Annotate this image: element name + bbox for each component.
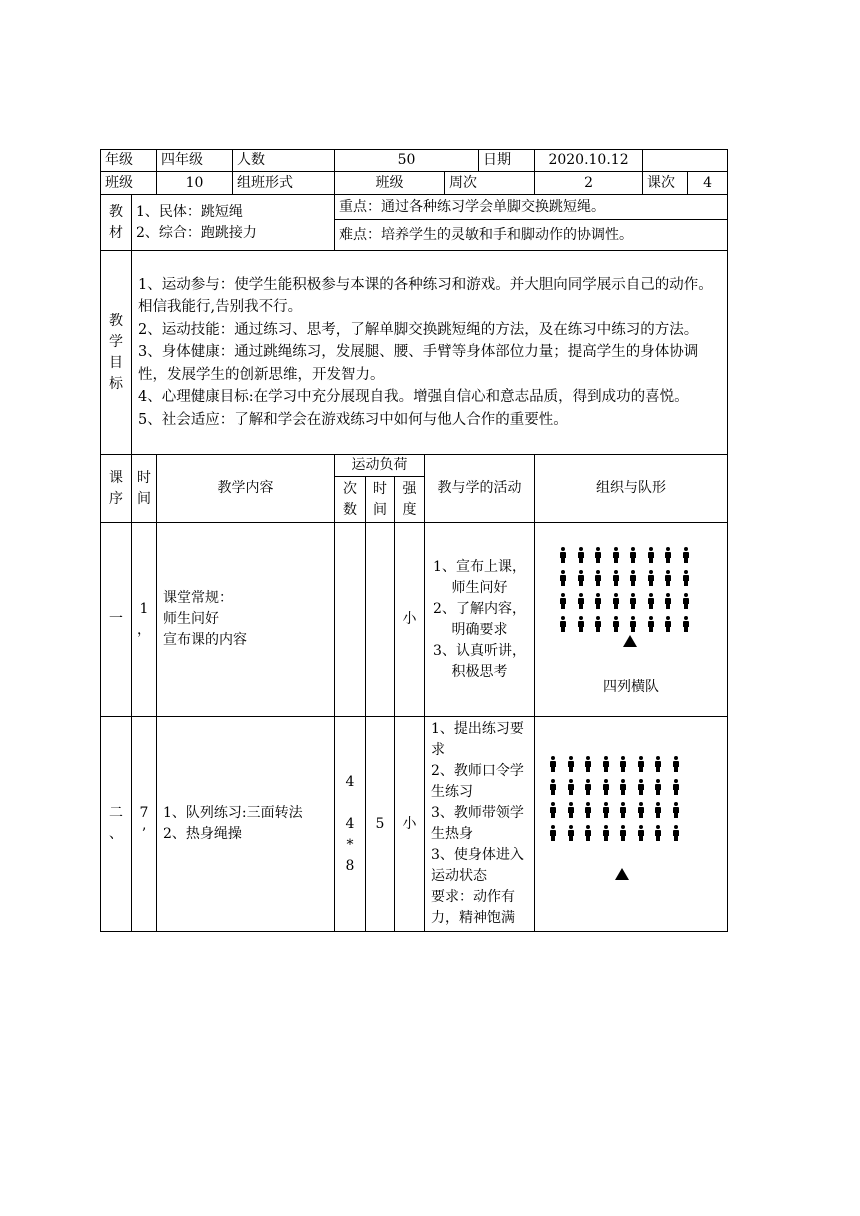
student-figure-icon [612,547,620,563]
lesson-row-2 [101,717,728,932]
row-time: 1 ， [132,523,157,717]
student-figure-icon [577,616,585,632]
info-row-1 [101,150,728,172]
student-figure-icon [629,616,637,632]
student-figure-icon [654,802,662,818]
material-label: 教 材 [101,195,132,251]
info-row-2 [101,172,728,195]
header-organization: 组织与队形 [535,455,728,523]
student-figure-icon [577,547,585,563]
student-figure-icon [682,547,690,563]
student-figure-icon [619,779,627,795]
people-label: 人数 [233,150,335,172]
lesson-value: 4 [703,174,712,191]
difficulty-point: 难点：培养学生的灵敏和手和脚动作的协调性。 [335,220,728,251]
header-load-time: 时 间 [366,477,395,523]
student-figure-icon [629,593,637,609]
material-row-1 [101,195,728,220]
student-figure-icon [612,616,620,632]
header-content: 教学内容 [157,455,335,523]
row-intensity: 小 [395,717,425,932]
header-intensity: 强 度 [395,477,425,523]
material-item: 2、综合：跑跳接力 [136,224,257,241]
goal-item: 5、社会适应：了解和学会在游戏练习中如何与他人合作的重要性。 [138,411,568,428]
header-row-1 [101,455,728,477]
row-time: 7 ’ [132,717,157,932]
date-label: 日期 [479,150,535,172]
student-figure-icon [647,570,655,586]
row-intensity: 小 [395,523,425,717]
grade-value: 四年级 [157,150,233,172]
student-figure-icon [594,593,602,609]
student-figure-icon [672,779,680,795]
student-figure-icon [629,570,637,586]
student-figure-icon [664,616,672,632]
student-figure-icon [619,825,627,841]
row-order: 一 [101,523,132,717]
student-figure-icon [654,779,662,795]
student-figure-icon [602,779,610,795]
form-value: 班级 [335,172,445,195]
student-figure-icon [637,825,645,841]
student-figure-icon [559,570,567,586]
goal-item: 2、运动技能：通过练习、思考，了解单脚交换跳短绳的方法，及在练习中练习的方法。 [138,321,699,338]
student-figure-icon [567,825,575,841]
row-count [335,523,366,717]
lesson-row-1 [101,523,728,717]
goals-row [101,251,728,455]
student-figure-icon [594,616,602,632]
student-figure-icon [629,547,637,563]
class-label: 班级 [101,172,157,195]
student-figure-icon [664,570,672,586]
student-figure-icon [594,570,602,586]
formation-diagram [535,525,727,715]
student-figure-icon [647,593,655,609]
student-figure-icon [549,756,557,772]
student-figure-icon [584,825,592,841]
student-figure-icon [672,825,680,841]
student-figure-icon [664,593,672,609]
student-figure-icon [637,756,645,772]
teacher-triangle-icon [615,868,629,880]
student-figure-icon [584,779,592,795]
student-figure-icon [637,779,645,795]
row-order: 二 、 [101,717,132,932]
student-figure-icon [637,802,645,818]
student-figure-icon [559,547,567,563]
student-figure-icon [647,616,655,632]
row-content: 1、队列练习:三面转法 2、热身绳操 [157,717,335,932]
header-order: 课 序 [101,455,132,523]
header-load: 运动负荷 [335,455,425,477]
student-figure-icon [654,825,662,841]
student-figure-icon [602,756,610,772]
week-value: 2 [535,172,643,195]
student-figure-icon [549,779,557,795]
student-figure-icon [682,570,690,586]
formation-caption: 四列横队 [603,678,660,695]
student-figure-icon [549,802,557,818]
student-figure-icon [567,756,575,772]
student-figure-icon [559,593,567,609]
row-formation [535,717,728,932]
lesson-plan-table [100,149,728,932]
class-value: 10 [157,172,233,195]
student-figure-icon [654,756,662,772]
grade-label: 年级 [101,150,157,172]
student-figure-icon [567,802,575,818]
student-figure-icon [584,802,592,818]
student-figure-icon [584,756,592,772]
key-point: 重点：通过各种练习学会单脚交换跳短绳。 [335,195,728,220]
formation-diagram [535,722,727,926]
student-figure-icon [602,802,610,818]
student-figure-icon [549,825,557,841]
week-label: 周次 [445,172,535,195]
goal-item: 4、心理健康目标:在学习中充分展现自我。增强自信心和意志品质，得到成功的喜悦。 [138,389,689,406]
form-label: 组班形式 [233,172,335,195]
student-figure-icon [682,593,690,609]
row-formation [535,523,728,717]
material-items [132,195,335,251]
date-value: 2020.10.12 [535,150,643,172]
header-activity: 教与学的活动 [425,455,535,523]
student-figure-icon [577,570,585,586]
header-count: 次 数 [335,477,366,523]
row-load-time [366,523,395,717]
material-item: 1、民体：跳短绳 [136,203,243,220]
row-load-time: 5 [366,717,395,932]
student-figure-icon [612,593,620,609]
row-activities: 1、提出练习要求 2、教师口令学生练习 3、教师带领学生热身 3、使身体进入运动状态 要求：动作有力，精神饱满 [425,717,535,932]
student-figure-icon [567,779,575,795]
goals-label: 教 学 目 标 [101,251,132,455]
lesson-plan-sheet [100,149,727,932]
student-figure-icon [664,547,672,563]
student-figure-icon [619,802,627,818]
goal-item: 3、身体健康：通过跳绳练习，发展腿、腰、手臂等身体部位力量；提高学生的身体协调性，发展学生的创新思维，开发智力。 [138,344,699,383]
info-empty-cell [643,150,728,172]
row-activities: 1、宣布上课，师生问好 2、了解内容，明确要求 3、认真听讲，积极思考 [425,523,535,717]
teacher-triangle-icon [623,635,637,647]
lesson-label: 课次 [643,172,688,194]
row-content: 课堂常规： 师生问好 宣布课的内容 [157,523,335,717]
student-figure-icon [672,802,680,818]
row-count: 4 4 * 8 [335,717,366,932]
student-figure-icon [612,570,620,586]
student-figure-icon [647,547,655,563]
goal-item: 1、运动参与：使学生能积极参与本课的各种练习和游戏。并大胆向同学展示自己的动作。相信我能行,告别我不行。 [138,276,713,316]
student-figure-icon [682,616,690,632]
student-figure-icon [619,756,627,772]
lesson-cell [643,172,728,195]
student-figure-icon [559,616,567,632]
header-time: 时 间 [132,455,157,523]
student-figure-icon [594,547,602,563]
student-figure-icon [577,593,585,609]
student-figure-icon [602,825,610,841]
goals-content [132,251,728,455]
student-figure-icon [672,756,680,772]
people-value: 50 [335,150,479,172]
